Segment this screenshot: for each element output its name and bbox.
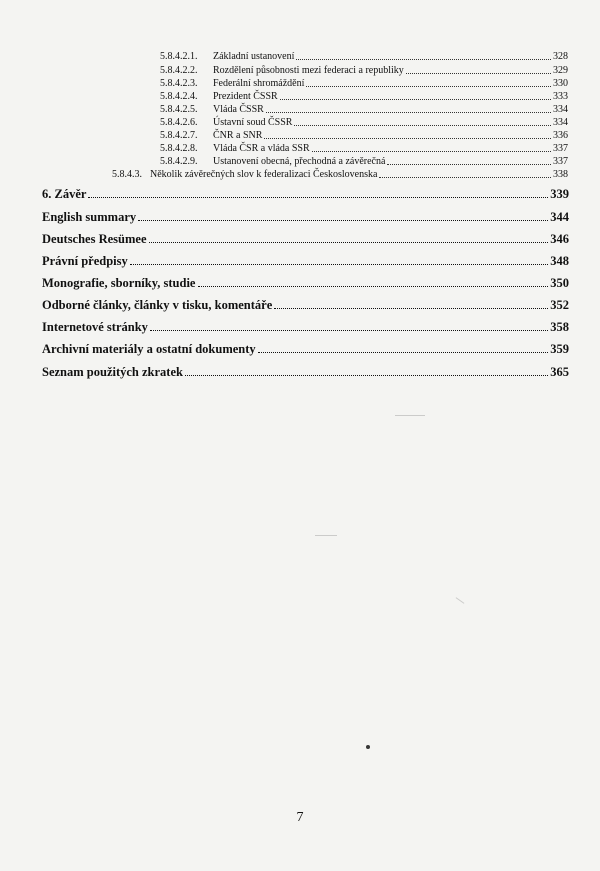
entry-page: 333	[553, 91, 568, 102]
entry-number: 5.8.4.3.	[112, 169, 142, 180]
toc-chapter-entry	[42, 233, 569, 246]
entry-page: 330	[553, 78, 568, 89]
chapter-title: Seznam použitých zkratek	[42, 365, 183, 379]
chapter-title: Odborné články, články v tisku, komentáře	[42, 298, 273, 312]
page-number: 7	[296, 810, 304, 825]
entry-title: ČNR a SNR	[213, 130, 263, 141]
scan-mark	[456, 597, 465, 604]
chapter-page: 350	[550, 276, 569, 290]
dot-leader	[280, 99, 551, 100]
entry-title: Vláda ČSR a vláda SSR	[213, 143, 310, 154]
toc-chapter-entry	[42, 366, 569, 379]
toc-section-entry	[112, 170, 568, 180]
entry-number: 5.8.4.2.1.	[160, 51, 198, 62]
dot-leader	[306, 86, 551, 87]
toc-subentry	[160, 52, 568, 62]
toc-chapter-entry	[42, 188, 569, 201]
scan-mark	[315, 535, 337, 536]
toc-chapter-entry	[42, 343, 569, 356]
entry-page: 328	[553, 51, 568, 62]
scan-mark	[395, 415, 425, 416]
chapter-page: 346	[550, 232, 569, 246]
dot-leader	[258, 352, 549, 353]
dot-leader	[379, 177, 551, 178]
chapter-page: 365	[550, 365, 569, 379]
toc-subentry	[160, 105, 568, 115]
entry-number: 5.8.4.2.3.	[160, 78, 198, 89]
chapter-title: Monografie, sborníky, studie	[42, 276, 196, 290]
entry-title: Prezident ČSSR	[213, 91, 278, 102]
dot-leader	[387, 164, 551, 165]
scan-dot	[366, 745, 370, 749]
entry-page: 334	[553, 117, 568, 128]
entry-title: Vláda ČSSR	[213, 104, 264, 115]
chapter-page: 352	[550, 298, 569, 312]
dot-leader	[294, 125, 551, 126]
dot-leader	[406, 73, 551, 74]
dot-leader	[150, 330, 548, 331]
chapter-title: English summary	[42, 210, 137, 224]
entry-number: 5.8.4.2.5.	[160, 104, 198, 115]
entry-page: 329	[553, 65, 568, 76]
chapter-page: 339	[550, 187, 569, 201]
chapter-title: Deutsches Resümee	[42, 232, 147, 246]
entry-page: 334	[553, 104, 568, 115]
toc-subentry	[160, 157, 568, 167]
chapter-title: Právní předpisy	[42, 254, 128, 268]
chapter-title: Archivní materiály a ostatní dokumenty	[42, 342, 256, 356]
dot-leader	[312, 151, 551, 152]
entry-number: 5.8.4.2.4.	[160, 91, 198, 102]
dot-leader	[130, 264, 548, 265]
toc-chapter-entry	[42, 211, 569, 224]
dot-leader	[138, 220, 548, 221]
chapter-title: 6. Závěr	[42, 187, 87, 201]
dot-leader	[185, 375, 548, 376]
toc-subentry	[160, 66, 568, 76]
toc-subentry	[160, 92, 568, 102]
dot-leader	[198, 286, 549, 287]
toc-subentry	[160, 131, 568, 141]
chapter-title: Internetové stránky	[42, 320, 148, 334]
entry-page: 337	[553, 156, 568, 167]
toc-chapter-entry	[42, 255, 569, 268]
entry-title: Základní ustanovení	[213, 51, 295, 62]
dot-leader	[149, 242, 549, 243]
chapter-page: 348	[550, 254, 569, 268]
toc-chapter-entry	[42, 321, 569, 334]
entry-number: 5.8.4.2.2.	[160, 65, 198, 76]
dot-leader	[88, 197, 548, 198]
dot-leader	[274, 308, 548, 309]
chapter-page: 358	[550, 320, 569, 334]
entry-title: Ústavní soud ČSSR	[213, 117, 293, 128]
toc-subentry	[160, 144, 568, 154]
entry-page: 337	[553, 143, 568, 154]
entry-number: 5.8.4.2.9.	[160, 156, 198, 167]
entry-title: Několik závěrečných slov k federalizaci Československa	[150, 169, 378, 180]
dot-leader	[264, 138, 551, 139]
entry-number: 5.8.4.2.8.	[160, 143, 198, 154]
toc-subentry	[160, 79, 568, 89]
entry-number: 5.8.4.2.7.	[160, 130, 198, 141]
entry-title: Rozdělení působnosti mezi federaci a republiky	[213, 65, 404, 76]
toc-chapter-entry	[42, 277, 569, 290]
entry-title: Ustanovení obecná, přechodná a závěrečná	[213, 156, 386, 167]
dot-leader	[266, 112, 551, 113]
toc-chapter-entry	[42, 299, 569, 312]
toc-subentry	[160, 118, 568, 128]
entry-title: Federální shromáždění	[213, 78, 305, 89]
dot-leader	[296, 59, 551, 60]
chapter-page: 344	[550, 210, 569, 224]
entry-number: 5.8.4.2.6.	[160, 117, 198, 128]
entry-page: 336	[553, 130, 568, 141]
chapter-page: 359	[550, 342, 569, 356]
entry-page: 338	[553, 169, 568, 180]
